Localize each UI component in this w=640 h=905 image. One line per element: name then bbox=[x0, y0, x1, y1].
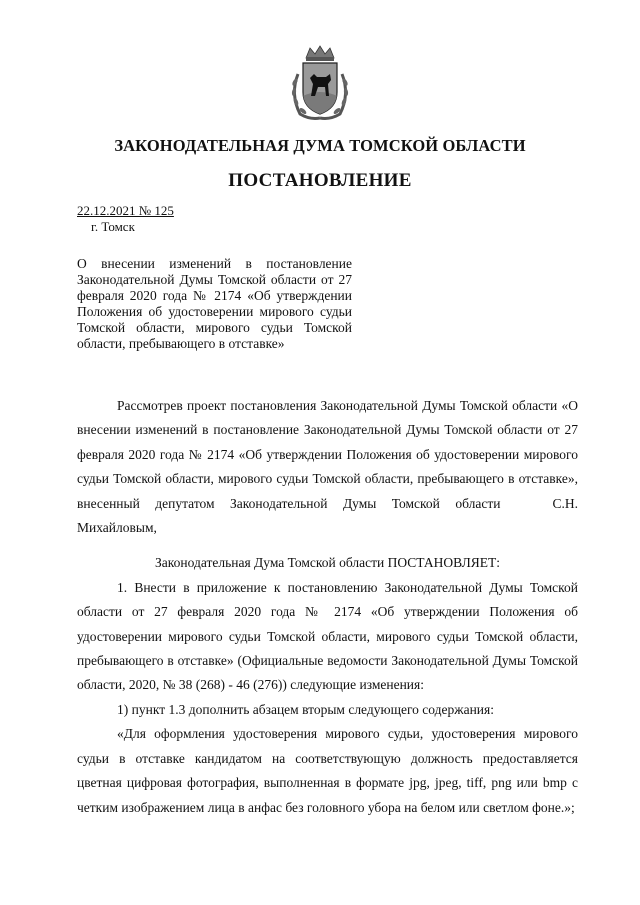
city: г. Томск bbox=[91, 219, 135, 234]
resolves-line: Законодательная Дума Томской области ПОСТАНОВЛЯЕТ: bbox=[154, 555, 501, 571]
coat-of-arms-icon bbox=[284, 44, 356, 122]
subitem-1: 1) пункт 1.3 дополнить абзацем вторым следующего содержания: bbox=[117, 701, 494, 717]
date-and-number: 22.12.2021 № 125 bbox=[77, 203, 174, 218]
item-1: 1. Внести в приложение к постановлению Законодательной Думы Томской области от 27 февраля 2020 года № 2174 «Об утверждении Положения об удостоверении мирового судьи Томской области, мирового судьи Томской области, пребывающего в отставке» (Официальные ведомости Законодательной Думы Томской области, 2020, № 38 (268) - 46 (276)) следующие изменения: bbox=[77, 579, 578, 693]
preamble-text: Рассмотрев проект постановления Законодательной Думы Томской области «О внесении изменений в постановление Законодательной Думы Томской области от 27 февраля 2020 года № 2174 «Об утверждении Положения об удостоверении мирового судьи Томской области, мирового судьи Томской области, пребывающего в отставке», внесенный депутатом Законодательной Думы Томской области bbox=[77, 398, 578, 511]
document-type: ПОСТАНОВЛЕНИЕ bbox=[228, 170, 412, 191]
preamble-author: С.Н. Михайловым, bbox=[77, 495, 578, 536]
preamble-paragraph bbox=[77, 394, 578, 540]
quoted-text: «Для оформления удостоверения мирового судьи, удостоверения мирового судьи в отставке кандидатом на соответствующую должность предоставляется цветная цифровая фотография, выполненная в формате jpg, jpeg, tiff, png или bmp с четким изображением лица в анфас без головного убора на белом или светлом фоне.»; bbox=[77, 726, 578, 815]
document-body bbox=[77, 394, 578, 820]
organization-title: ЗАКОНОДАТЕЛЬНАЯ ДУМА ТОМСКОЙ ОБЛАСТИ bbox=[114, 136, 526, 155]
document-subject: О внесении изменений в постановление Законодательной Думы Томской области от 27 февраля 2020 года № 2174 «Об утверждении Положения об удостоверении мирового судьи Томской области, мирового судьи Томской области, пребывающего в отставке» bbox=[77, 256, 352, 352]
